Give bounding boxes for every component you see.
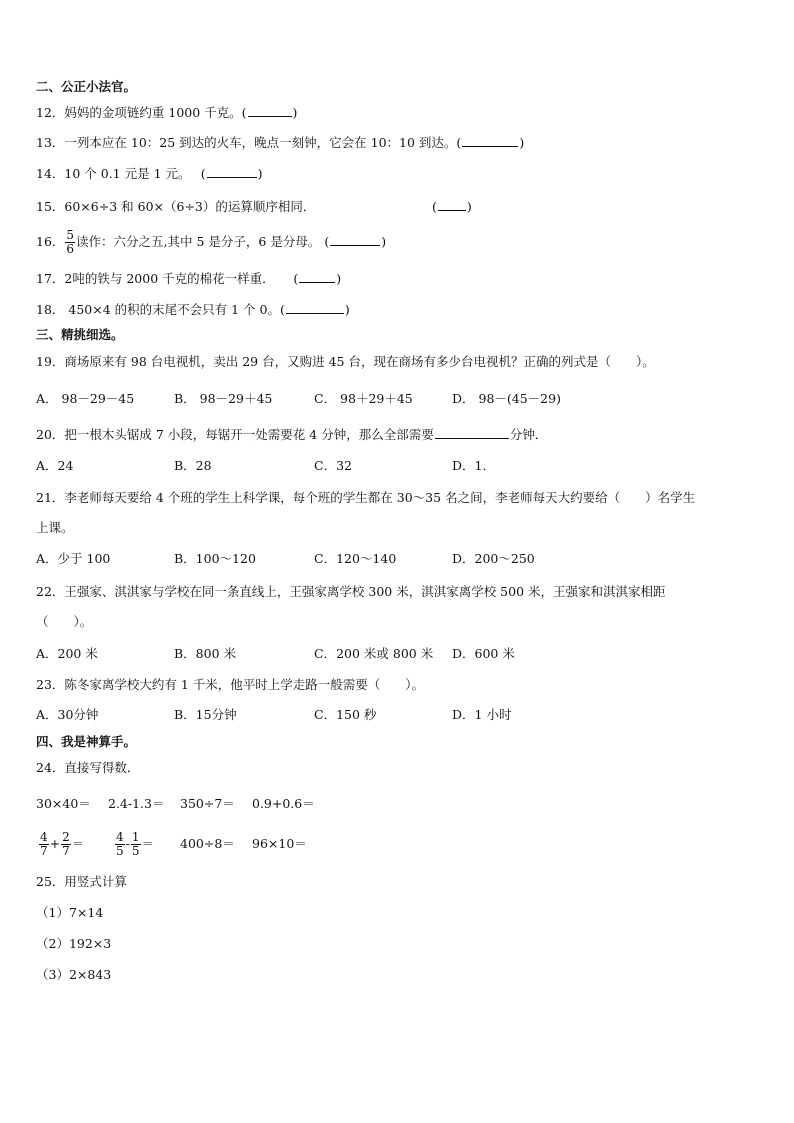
fraction-numerator: 5 [66, 228, 75, 242]
fraction-denominator: 7 [62, 844, 70, 858]
answer-blank[interactable] [330, 234, 380, 246]
answer-blank[interactable] [207, 166, 257, 178]
fraction [115, 831, 125, 858]
option-c[interactable]: C．200 米或 800 米 [314, 646, 434, 661]
question-16-text: 读作：六分之五,其中 5 是分子，6 是分母。 ( [76, 234, 330, 249]
calc-item: 400÷8＝ [180, 836, 235, 851]
question-25-item-2: （2）192×3 [36, 936, 112, 951]
question-22-line-1: 22．王强家、淇淇家与学校在同一条直线上，王强家离学校 300 米，淇淇家离学校 500 米，王强家和淇淇家相距 [36, 584, 666, 599]
option-d[interactable]: D．200～250 [452, 551, 535, 566]
question-16-number: 16． [36, 234, 65, 249]
fraction [61, 831, 71, 858]
question-17-text: 17．2吨的铁与 2000 千克的棉花一样重． ( [36, 271, 299, 286]
equals-sign: ＝ [141, 836, 155, 851]
calc-fraction-difference [114, 826, 154, 862]
option-b[interactable]: B． 98－29＋45 [174, 391, 273, 406]
option-c[interactable]: C．32 [314, 458, 352, 473]
option-a[interactable]: A．24 [36, 458, 74, 473]
question-20 [36, 427, 547, 443]
fraction-numerator: 1 [131, 830, 140, 844]
option-b[interactable]: B．28 [174, 458, 212, 473]
fraction-numerator: 4 [40, 830, 48, 844]
answer-blank[interactable] [435, 427, 509, 439]
option-b[interactable]: B．15分钟 [174, 707, 237, 722]
minus-sign: - [125, 836, 130, 851]
option-c[interactable]: C．120～140 [314, 551, 397, 566]
question-15-answer [432, 199, 472, 215]
question-25-item-1: （1）7×14 [36, 905, 104, 920]
open-paren: ( [432, 199, 437, 214]
close-paren: ) [336, 271, 342, 286]
close-paren: ) [344, 302, 350, 317]
equals-sign: ＝ [71, 836, 85, 851]
section-4-heading: 四、我是神算手。 [36, 734, 137, 749]
question-23: 23．陈冬家离学校大约有 1 千米，他平时上学走路一般需要（ ）。 [36, 677, 425, 692]
close-paren: ) [292, 105, 298, 120]
option-a[interactable]: A．30分钟 [36, 707, 99, 722]
question-22-line-2: （ ）。 [36, 614, 93, 629]
option-b[interactable]: B．800 米 [174, 646, 237, 661]
fraction-numerator: 2 [62, 830, 70, 844]
fraction-five-sixths [65, 229, 75, 256]
option-d[interactable]: D．1 小时 [452, 707, 512, 722]
question-14 [36, 166, 263, 182]
calc-item: 2.4-1.3＝ [108, 796, 165, 811]
question-19: 19．商场原来有 98 台电视机，卖出 29 台，又购进 45 台，现在商场有多少台电视机？正确的列式是（ ）。 [36, 354, 655, 369]
calc-item: 350÷7＝ [180, 796, 235, 811]
option-d[interactable]: D．600 米 [452, 646, 515, 661]
question-20-unit: 分钟． [509, 427, 548, 442]
answer-blank[interactable] [286, 302, 344, 314]
option-a[interactable]: A．少于 100 [36, 551, 111, 566]
section-3-heading: 三、精挑细选。 [36, 327, 124, 342]
question-20-text: 20．把一根木头锯成 7 小段，每锯开一处需要花 4 分钟，那么全部需要 [36, 427, 434, 442]
option-c[interactable]: C． 98＋29＋45 [314, 391, 413, 406]
section-2-heading: 二、公正小法官。 [36, 79, 137, 94]
answer-blank[interactable] [299, 271, 335, 283]
calc-item: 0.9+0.6＝ [252, 796, 315, 811]
option-b[interactable]: B．100～120 [174, 551, 256, 566]
fraction-numerator: 4 [116, 830, 124, 844]
option-c[interactable]: C．150 秒 [314, 707, 377, 722]
fraction-denominator: 5 [131, 844, 140, 858]
question-15-text: 15．60×6÷3 和 60×（6÷3）的运算顺序相同． [36, 199, 316, 214]
fraction-denominator: 6 [66, 242, 75, 256]
question-25-title: 25．用竖式计算 [36, 874, 127, 889]
answer-blank[interactable] [462, 135, 518, 147]
question-14-text: 14．10 个 0.1 元是 1 元。 ( [36, 166, 206, 181]
question-25-item-3: （3）2×843 [36, 967, 112, 982]
option-d[interactable]: D． 98－(45－29) [452, 391, 561, 406]
calc-item: 30×40＝ [36, 796, 91, 811]
question-16 [36, 228, 386, 256]
close-paren: ) [466, 199, 472, 214]
answer-blank[interactable] [438, 199, 466, 211]
question-18 [36, 302, 350, 318]
fraction [39, 831, 49, 858]
option-a[interactable]: A．200 米 [36, 646, 98, 661]
option-d[interactable]: D．1． [452, 458, 495, 473]
question-21-line-1: 21．李老师每天要给 4 个班的学生上科学课，每个班的学生都在 30～35 名之间，李老师每天大约要给（ ）名学生 [36, 490, 696, 505]
question-18-text: 18． 450×4 的积的末尾不会只有 1 个 0。( [36, 302, 285, 317]
question-15 [36, 199, 472, 215]
close-paren: ) [519, 135, 525, 150]
question-12-text: 12．妈妈的金项链约重 1000 千克。( [36, 105, 247, 120]
close-paren: ) [257, 166, 263, 181]
question-24-title: 24．直接写得数． [36, 760, 140, 775]
fraction-denominator: 7 [40, 844, 48, 858]
question-12 [36, 105, 297, 121]
question-17 [36, 271, 341, 287]
calc-fraction-sum [38, 826, 84, 862]
calc-item: 96×10＝ [252, 836, 307, 851]
question-13-text: 13．一列本应在 10：25 到达的火车，晚点一刻钟，它会在 10：10 到达。( [36, 135, 462, 150]
question-21-line-2: 上课。 [36, 520, 74, 535]
close-paren: ) [381, 234, 387, 249]
option-a[interactable]: A． 98－29－45 [36, 391, 135, 406]
answer-blank[interactable] [248, 105, 292, 117]
question-13 [36, 135, 524, 151]
fraction-denominator: 5 [116, 844, 124, 858]
plus-sign: + [49, 836, 61, 851]
fraction [131, 831, 141, 858]
